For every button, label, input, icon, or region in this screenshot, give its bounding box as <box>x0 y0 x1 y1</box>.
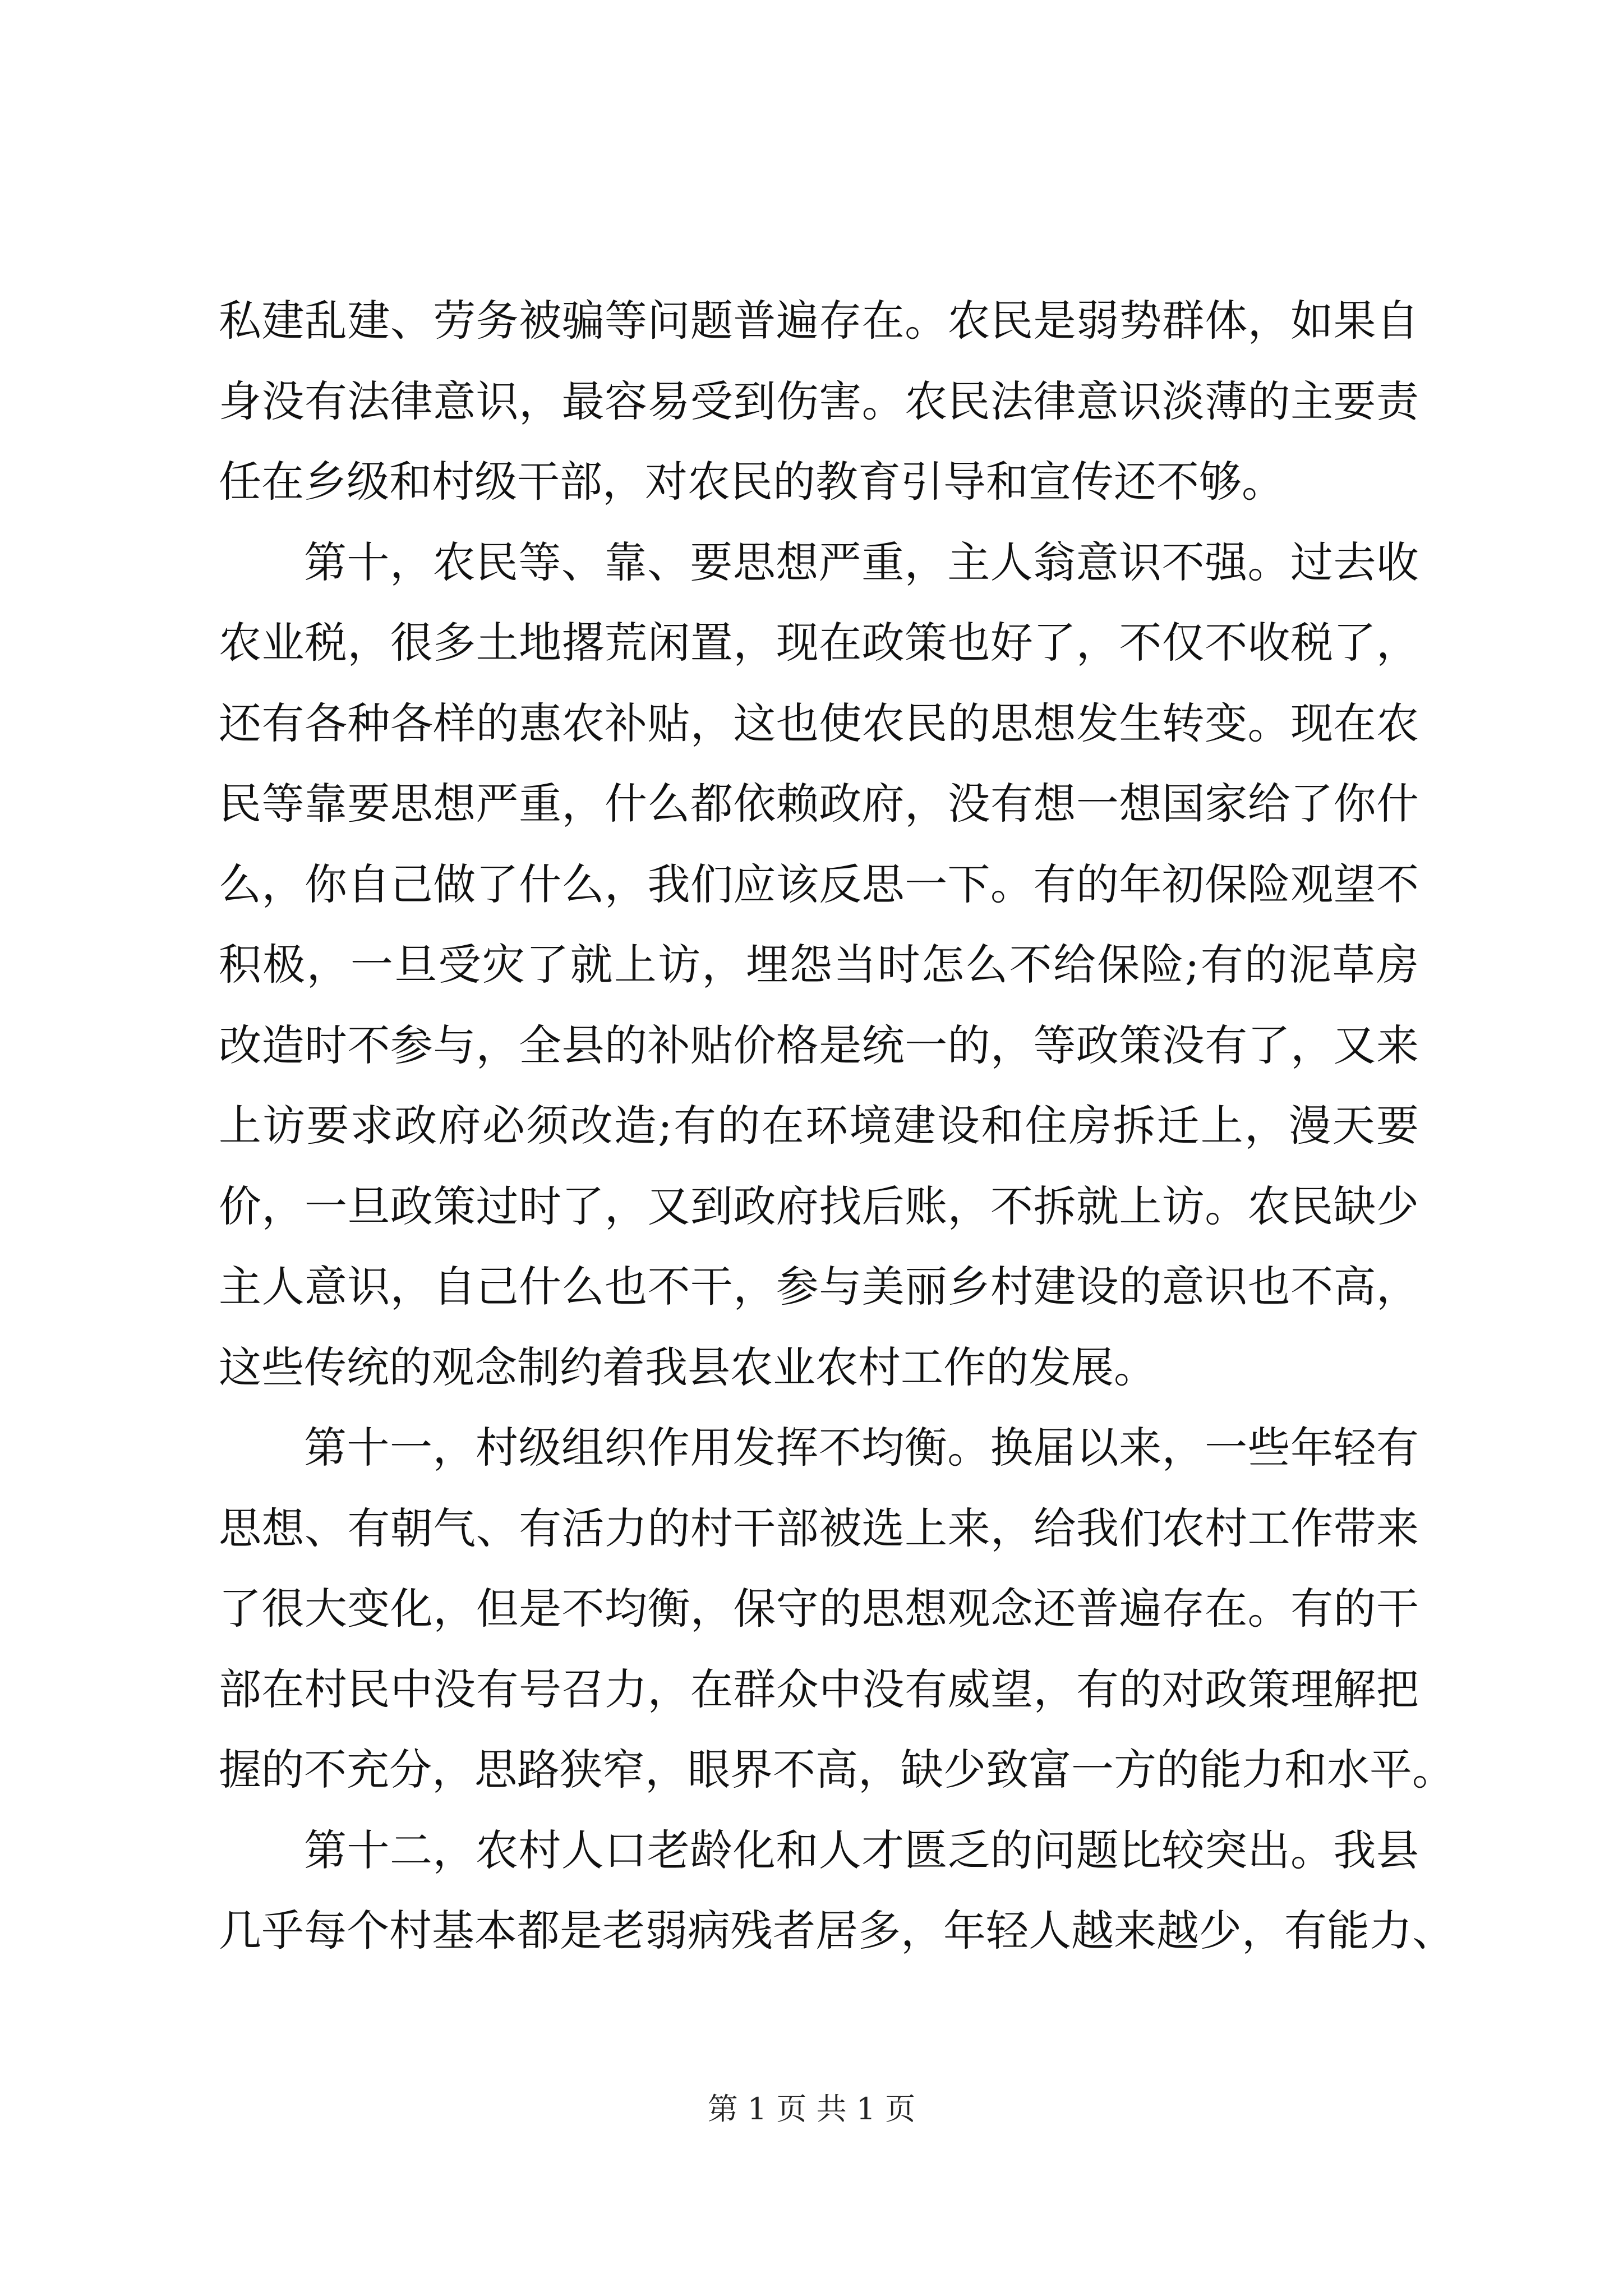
text-line: 任在乡级和村级干部，对农民的教育引导和宣传还不够。 <box>219 457 1284 507</box>
document-body <box>219 280 1455 1971</box>
text-line: 握的不充分，思路狭窄，眼界不高，缺少致富一方的能力和水平。 <box>219 1745 1455 1795</box>
text-line: 思想、有朝气、有活力的村干部被选上来，给我们农村工作带来 <box>219 1503 1419 1553</box>
text-line: 价，一旦政策过时了，又到政府找后账，不拆就上访。农民缺少 <box>219 1181 1419 1231</box>
text-line: 几乎每个村基本都是老弱病残者居多，年轻人越来越少，有能力、 <box>219 1906 1455 1955</box>
text-line: 民等靠要思想严重，什么都依赖政府，没有想一想国家给了你什 <box>219 779 1419 829</box>
text-line: 主人意识，自己什么也不干，参与美丽乡村建设的意识也不高， <box>219 1262 1419 1312</box>
paragraph-first-line: 第十，农民等、靠、要思想严重，主人翁意识不强。过去收 <box>304 537 1419 587</box>
page-number-label: 第 1 页 共 1 页 <box>707 2091 916 2127</box>
page-footer <box>0 2090 1623 2129</box>
text-line: 这些传统的观念制约着我县农业农村工作的发展。 <box>219 1342 1156 1392</box>
text-line: 部在村民中没有号召力，在群众中没有威望，有的对政策理解把 <box>219 1664 1419 1714</box>
text-line: 改造时不参与，全县的补贴价格是统一的，等政策没有了，又来 <box>219 1020 1419 1070</box>
text-line: 么，你自己做了什么，我们应该反思一下。有的年初保险观望不 <box>219 859 1419 909</box>
text-line: 农业税，很多土地撂荒闲置，现在政策也好了，不仅不收税了， <box>219 618 1419 668</box>
paragraph-first-line: 第十二，农村人口老龄化和人才匮乏的问题比较突出。我县 <box>304 1825 1419 1875</box>
text-line: 身没有法律意识，最容易受到伤害。农民法律意识淡薄的主要责 <box>219 376 1419 426</box>
text-line: 私建乱建、劳务被骗等问题普遍存在。农民是弱势群体，如果自 <box>219 296 1419 346</box>
text-line: 还有各种各样的惠农补贴，这也使农民的思想发生转变。现在农 <box>219 698 1419 748</box>
paragraph-first-line: 第十一，村级组织作用发挥不均衡。换届以来，一些年轻有 <box>304 1423 1419 1473</box>
text-line: 上访要求政府必须改造;有的在环境建设和住房拆迁上，漫天要 <box>219 1101 1419 1151</box>
text-line: 了很大变化，但是不均衡，保守的思想观念还普遍存在。有的干 <box>219 1584 1419 1634</box>
text-line: 积极，一旦受灾了就上访，埋怨当时怎么不给保险;有的泥草房 <box>219 940 1419 990</box>
